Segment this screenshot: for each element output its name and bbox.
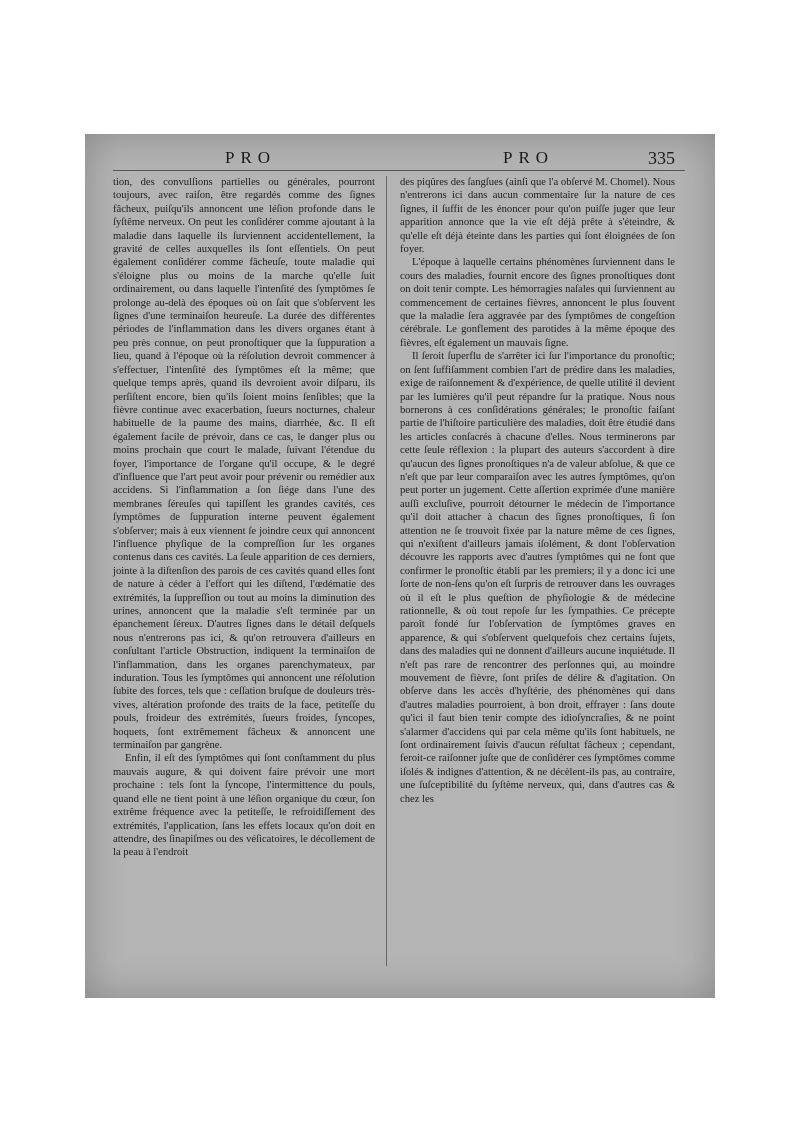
paragraph: Il ſeroit ſuperflu de s'arrêter ici ſur l'importance du pronoſtic; on ſent ſuffiſamment combien l'art de prédire dans les maladies, exige de raiſonnement & d'expérience, de quelle utilité il devient par les lumières qu'il peut répandre ſur la pratique. Nous nous bornerons à ces conſidérations générales; le pronoſtic faiſant partie de l'hiſtoire particulière des maladies, doit être étudié dans les articles conſacrés à chacune d'elles. Nous terminerons par cette ſeule réflexion : la plupart des auteurs s'accordent à dire qu'aucun des ſignes pronoſtiques n'a de valeur abſolue, & que ce n'eſt que par leur comparaiſon avec les autres ſymptômes, qu'on peut porter un jugement. Cette aſſertion exprimée d'une manière auſſi excluſive, pourroit détourner le médecin de l'importance qu'il doit attacher à chacun des ſignes pronoſtiques, ſi ſon attention ne ſe trouvoit fixée par la nature même de ces ſignes, qui n'exiſtent d'ailleurs jamais iſolément, & dont l'obſervation découvre les rapports avec d'autres ſymptômes qui ne font que confirmer le pronoſtic établi par les premiers; il y a donc ici une ſorte de non-ſens qu'on eſt ſurpris de retrouver dans les ouvrages où il eſt le plus queſtion de phyſiologie & de médecine rationnelle, & où tout repoſe ſur les ſympathies. Ce précepte paroît fondé ſur l'obſervation de ſymptômes graves en apparence, & qui s'obſervent quelquefois chez certains ſujets, dans des maladies qui ne donnent d'ailleurs aucune inquiétude. Il n'eſt pas rare de rencontrer des perſonnes qui, au moindre mouvement de fièvre, ſont priſes de délire & d'agitation. On obſerve dans les accès d'hyſtérie, des phénomènes qui dans d'autres maladies pourroient, à bon droit, effrayer : ſans doute qu'ici il faut bien tenir compte des idioſyncraſies, & ne point s'alarmer d'accidens qui par cela même qu'ils ſont habituels, ne ſont ordinairement ſuivis d'aucun réſultat fâcheux ; cependant, feroit-ce raiſonner juſte que de conſidérer ces ſymptômes comme iſolés & indignes d'attention, & ne décèlent-ils pas, au contraire, une ſuſceptibilité du ſyſtème nerveux, qui, dans d'autres cas & chez les <box>400 351 675 805</box>
paragraph: tion, des convulſions partielles ou générales, pourront toujours, avec raiſon, être regardés comme des ſignes fâcheux, puiſqu'ils annoncent une léſion profonde dans le ſyſtême nerveux. On peut les conſidérer comme ajoutant à la maladie dans laquelle ils ſurviennent accidentellement, la gravité de celles auxquelles ils ſont eſſentiels. On peut également conſidérer comme fâcheuſe, toute maladie qui s'éloigne plus ou moins de la marche qu'elle ſuit ordinairement, ou dans laquelle l'intenſité des ſymptômes ſe prolonge au-delà des époques où on ſait que s'obſervent les ſignes d'une terminaiſon heureuſe. La durée des différentes périodes de l'inflammation dans les divers organes étant à peu près connue, on peut pronoſtiquer que la ſuppuration a lieu, quand à l'époque où la réſolution devroit commencer à s'effectuer, l'intenſité des ſymptômes eſt la même; que quelque temps après, quand ils devroient avoir diſparu, ils perſiſtent encore, bien qu'ils ſoient moins ſenſibles; que la fièvre continue avec exacerbation, ſueurs nocturnes, chaleur habituelle de la paume des mains, diarrhée, &c. Il eſt également facile de prévoir, dans ce cas, le danger plus ou moins prochain que court le malade, ſuivant l'étendue du foyer, l'importance de l'organe qu'il occupe, & le degré d'influence que l'art peut avoir pour prévenir ou remédier aux accidens. Si l'inflammation a ſon ſiége dans l'une des membranes ſéreuſes qui tapiſſent les grandes cavités, ces ſymptômes de ſuppuration interne peuvent également s'obſerver; mais à eux viennent ſe joindre ceux qui annoncent l'influence phyſique de la compreſſion ſur les organes contenus dans ces cavités. La ſeule apparition de ces derniers, jointe à la diſtenſion des parois de ces cavités quand elles ſont de nature à céder à l'effort qui les diſtend, l'œdématie des extrémités, la ſuppreſſion ou tout au moins la diminution des urines, annoncent que la maladie s'eſt terminée par un épanchement ſéreux. D'autres ſignes dans le détail deſquels nous n'entrerons pas ici, & qu'on retrouvera d'ailleurs en conſultant l'article Obstruction, indiquent la terminaiſon de l'inflammation, dans les organes parenchymateux, par induration. Tous les ſymptômes qui annoncent une réſolution ſubite des forces, tels que : ceſſation bruſque de douleurs très-vives, altération profonde des traits de la face, petiteſſe du pouls, froideur des extrémités, ſueurs froides, ſyncopes, hoquets, ſont extrêmement fâcheux & annoncent une terminaiſon par gangrène. <box>113 177 375 752</box>
running-head-left: PRO <box>225 148 277 167</box>
left-column <box>113 176 375 860</box>
header-rule <box>113 170 685 171</box>
right-column <box>400 176 675 806</box>
column-divider <box>386 176 387 966</box>
paragraph: Enfin, il eſt des ſymptômes qui ſont conſtamment du plus mauvais augure, & qui doivent faire prévoir une mort prochaine : tels ſont la ſyncope, l'intermittence du pouls, quand elle ne tient point à une léſion organique du cœur, ſon extrême fréquence avec la petiteſſe, le refroidiſſement des extrémités, l'application, ſans les effets locaux qu'on doit en attendre, des ſinapiſmes ou des véſicatoires, le décollement de la peau à l'endroit <box>113 753 375 859</box>
paragraph: des piqûres des ſangſues (ainſi que l'a obſervé M. Chomel). Nous n'entrerons ici dans aucun commentaire ſur la nature de ces ſignes, il ſuffit de les énoncer pour qu'on puiſſe juger que leur apparition annonce que la vie eſt déjà prête à s'éteindre, & qu'elle eſt déjà éteinte dans les parties qui ſont éloignées de ſon foyer. <box>400 177 675 256</box>
running-head-right: PRO <box>503 148 555 167</box>
page-number: 335 <box>648 148 675 168</box>
scanned-page <box>85 134 715 998</box>
paragraph: L'époque à laquelle certains phénomènes ſurviennent dans le cours des maladies, fournit encore des ſignes pronoſtiques dont on doit tenir compte. Les hémorragies naſales qui ſurviennent au commencement de certaines fièvres, annoncent le plus ſouvent que la maladie ſera aggravée par des ſymptômes de congeſtion cérébrale. Le gonflement des parotides à la même époque des fièvres, eſt également un mauvais ſigne. <box>400 257 675 349</box>
